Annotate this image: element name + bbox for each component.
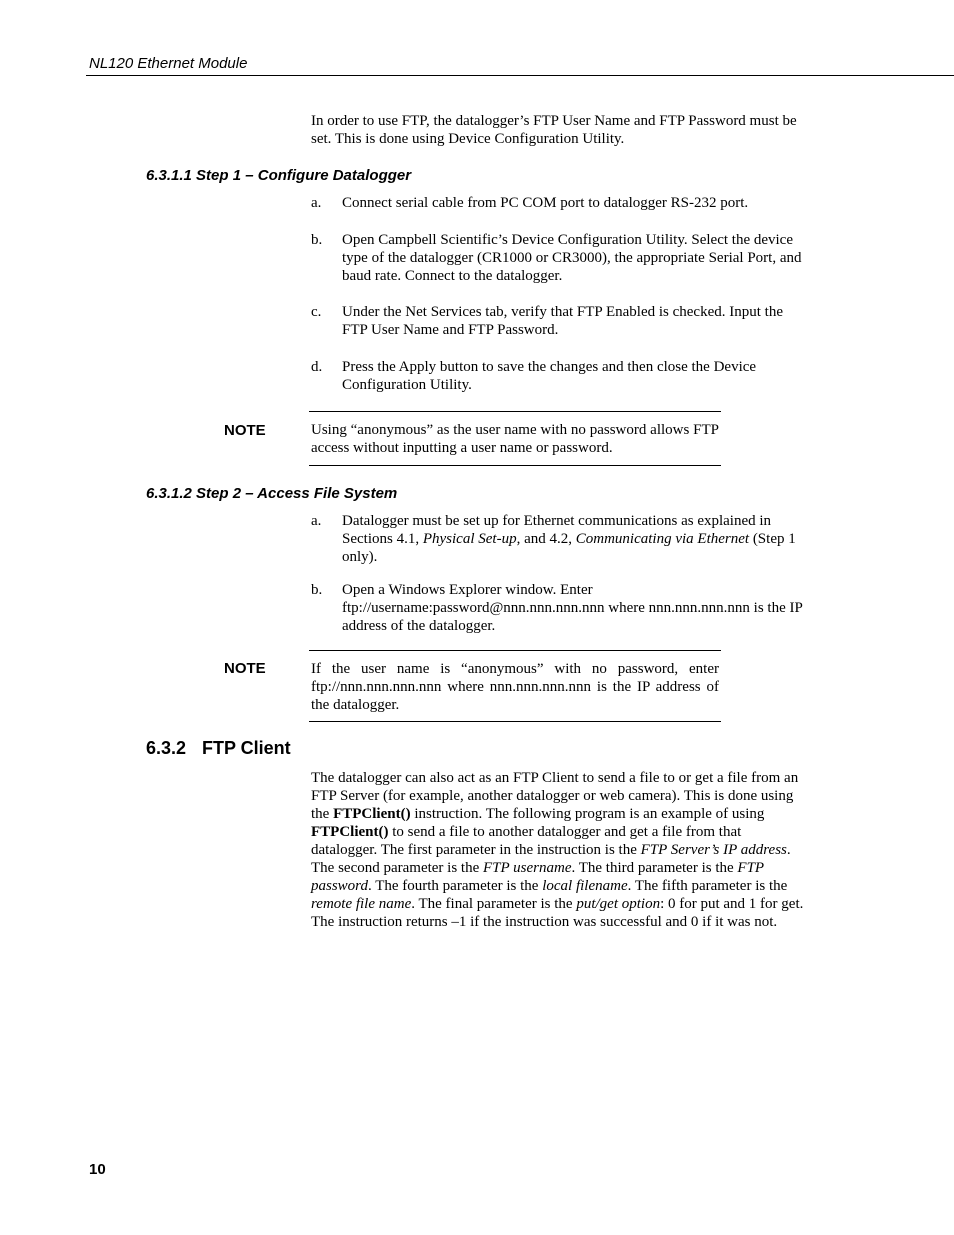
note-box	[309, 411, 721, 466]
list-item-text: Under the Net Services tab, verify that FTP Enabled is checked. Input the FTP User Name and FTP Password.	[342, 304, 783, 338]
note-box	[309, 650, 721, 722]
parameter-name: FTP username	[483, 860, 572, 876]
list-item-text: Press the Apply button to save the changes and then close the Device Configuration Utility.	[342, 359, 757, 393]
list-marker: d.	[311, 359, 323, 375]
list-item-text: Open Campbell Scientific’s Device Configuration Utility. Select the device type of the datalogger (CR1000 or CR3000), the appropriate Serial Port, and baud rate. Connect to the datalogger.	[342, 232, 802, 284]
parameter-name: FTP Server’s IP address	[640, 842, 787, 858]
list-item-text: Connect serial cable from PC COM port to datalogger RS-232 port.	[342, 195, 749, 211]
instruction-name: FTPClient()	[311, 824, 389, 840]
list-marker: b.	[311, 232, 323, 248]
step1-heading: 6.3.1.1 Step 1 – Configure Datalogger	[146, 167, 412, 184]
parameter-name: put/get option	[576, 896, 661, 912]
parameter-name: FTP password	[311, 860, 764, 894]
section-title: FTP Client	[202, 738, 291, 758]
section-reference: Physical Set-up	[422, 531, 517, 547]
list-marker: c.	[311, 304, 322, 320]
list-item-text: Open a Windows Explorer window. Enter ftp://username:password@nnn.nnn.nnn.nnn where nnn.nnn.nnn.nnn is the IP address of the datalogger.	[342, 582, 803, 634]
list-marker: b.	[311, 582, 323, 598]
note-label: NOTE	[224, 660, 266, 677]
section-heading	[146, 738, 291, 759]
instruction-name: FTPClient()	[333, 806, 411, 822]
running-header-title: NL120 Ethernet Module	[89, 55, 248, 72]
note-text: If the user name is “anonymous” with no password, enter ftp://nnn.nnn.nnn.nnn where nnn.nnn.nnn.nnn is the IP address of the datalogger.	[311, 661, 719, 713]
header-rule	[86, 75, 954, 76]
note-text: Using “anonymous” as the user name with no password allows FTP access without inputting a user name or password.	[311, 422, 719, 456]
list-item-text: Datalogger must be set up for Ethernet communications as explained in Sections 4.1, Physical Set-up, and 4.2, Communicating via Ethernet (Step 1 only).	[342, 513, 796, 565]
parameter-name: remote file name	[311, 896, 412, 912]
parameter-name: local filename	[542, 878, 628, 894]
list-marker: a.	[311, 195, 322, 211]
intro-paragraph: In order to use FTP, the datalogger’s FTP User Name and FTP Password must be set. This is done using Device Configuration Utility.	[311, 113, 797, 147]
ftp-client-paragraph: The datalogger can also act as an FTP Client to send a file to or get a file from an FTP Server (for example, another datalogger or web camera). This is done using the FTPClient() instruction. The following program is an example of using FTPClient() to send a file to another datalogger and get a file from that datalogger. The first parameter in the instruction is the FTP Server’s IP address. The second parameter is the FTP username. The third parameter is the FTP password. The fourth parameter is the local filename. The fifth parameter is the remote file name. The final parameter is the put/get option: 0 for put and 1 for get. The instruction returns –1 if the instruction was successful and 0 if it was not.	[311, 770, 804, 930]
section-reference: Communicating via Ethernet	[575, 531, 750, 547]
note-label: NOTE	[224, 422, 266, 439]
list-marker: a.	[311, 513, 322, 529]
page-number: 10	[89, 1161, 106, 1178]
section-number: 6.3.2	[146, 738, 187, 758]
step2-heading: 6.3.1.2 Step 2 – Access File System	[146, 485, 398, 502]
